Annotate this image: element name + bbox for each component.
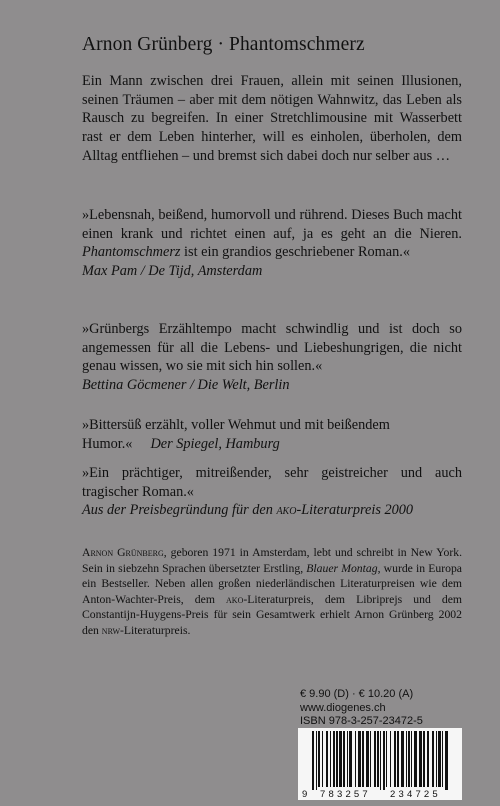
isbn: ISBN 978-3-257-23472-5 [300, 715, 423, 727]
barcode-bar [442, 731, 443, 787]
quote-text: »Bittersüß erzählt, voller Wehmut und mit beißendem Humor.« Der Spiegel, Hamburg [82, 417, 390, 452]
first-book-title: Blauer Montag [306, 561, 378, 575]
quote-3 [82, 416, 462, 453]
book-title: Arnon Grünberg · Phantomschmerz [82, 34, 365, 55]
barcode-bar [316, 731, 317, 790]
barcode-bar [358, 731, 361, 787]
barcode-bar [343, 731, 345, 787]
barcode-bar [411, 731, 412, 787]
barcode-bar [355, 731, 356, 787]
barcode-bar [390, 731, 391, 787]
quote-source: Bettina Göcmener / Die Welt, Berlin [82, 377, 290, 394]
barcode-bar [330, 731, 331, 787]
barcode-bar [408, 731, 410, 787]
barcode-bars [298, 728, 462, 790]
quote-1 [82, 206, 462, 281]
website: www.diogenes.ch [300, 701, 386, 714]
barcode-bar [347, 731, 348, 787]
barcode [298, 728, 462, 800]
price: € 9.90 (D) · € 10.20 (A) [300, 688, 414, 700]
barcode-bar [386, 731, 387, 787]
quote-source: Der Spiegel, Hamburg [150, 435, 280, 452]
barcode-digits-left: 783257 [320, 789, 371, 800]
barcode-digits-right: 234725 [390, 789, 441, 800]
barcode-bar [427, 731, 429, 787]
barcode-digit-lead: 9 [302, 789, 308, 800]
price-info [300, 688, 423, 729]
barcode-bar [394, 731, 396, 787]
barcode-bar [326, 731, 328, 787]
quote-text: »Grünbergs Erzähltempo macht schwindlig und ist doch so angemessen für all die Lebens- und Liebeshungrigen, die nicht genau wissen, wo sie mit sich hin sollen.« [82, 321, 462, 375]
quote-source: Max Pam / De Tijd, Amsterdam [82, 263, 263, 280]
quote-2 [82, 320, 462, 395]
barcode-bar [438, 731, 441, 787]
barcode-bar [406, 731, 407, 787]
barcode-bar [318, 731, 320, 787]
barcode-bar [349, 731, 352, 787]
barcode-bar [423, 731, 425, 787]
blurb-paragraph: Ein Mann zwischen drei Frauen, allein mit seinen Illusionen, seinen Träumen – aber mit dem nötigen Wahnwitz, das Leben als Rausch zu begreifen. In einer Stretchlimousine mit Wasserbett rast er dem Leben hinterher, will es einholen, überholen, dem Alltag entfliehen – und bremst sich dabei doch nur selber aus … [82, 73, 462, 164]
barcode-bar [374, 731, 376, 787]
barcode-bar [436, 731, 437, 787]
barcode-bar [383, 731, 385, 790]
barcode-bar [397, 731, 399, 787]
quote-text: »Ein prächtiger, mitreißender, sehr geistreicher und auch tragischer Roman.« [82, 465, 462, 500]
author-bio: Arnon Grünberg, geboren 1971 in Amsterdam, lebt und schreibt in New York. Sein in siebzehn Sprachen übersetzter Erstling, Blauer Montag, wurde in Europa ein Bestseller. Neben allen großen niederländischen Literaturpreisen wie dem Anton-Wachter-Preis, dem ako-Literaturpreis, dem Libriprejs und dem Constantijn-Huygens-Preis für sein Gesamtwerk erhielt Arnon Grünberg 2002 den nrw-Literaturpreis. [82, 546, 463, 637]
barcode-bar [419, 731, 422, 787]
quote-source: Aus der Preisbegründung für den ako-Literaturpreis 2000 [82, 502, 414, 519]
barcode-bar [366, 731, 369, 787]
barcode-bar [333, 731, 335, 787]
barcode-bar [312, 731, 314, 790]
quote-4 [82, 464, 462, 520]
barcode-bar [339, 731, 342, 787]
barcode-bar [370, 731, 371, 787]
author-name: Arnon Grünberg [82, 546, 164, 559]
barcode-digits [298, 789, 462, 800]
barcode-bar [336, 731, 338, 787]
barcode-bar [401, 731, 404, 787]
barcode-bar [322, 731, 323, 787]
barcode-bar [414, 731, 417, 787]
barcode-bar [377, 731, 379, 787]
barcode-bar [362, 731, 364, 787]
barcode-bar [380, 731, 381, 790]
quote-text: »Lebensnah, beißend, humorvoll und rührend. Dieses Buch macht einen krank und richtet einen auf, ja es geht an die Nieren. Phantomschmerz ist ein grandios geschriebener Roman.« [82, 207, 462, 261]
barcode-bar [445, 731, 448, 790]
barcode-bar [432, 731, 434, 787]
